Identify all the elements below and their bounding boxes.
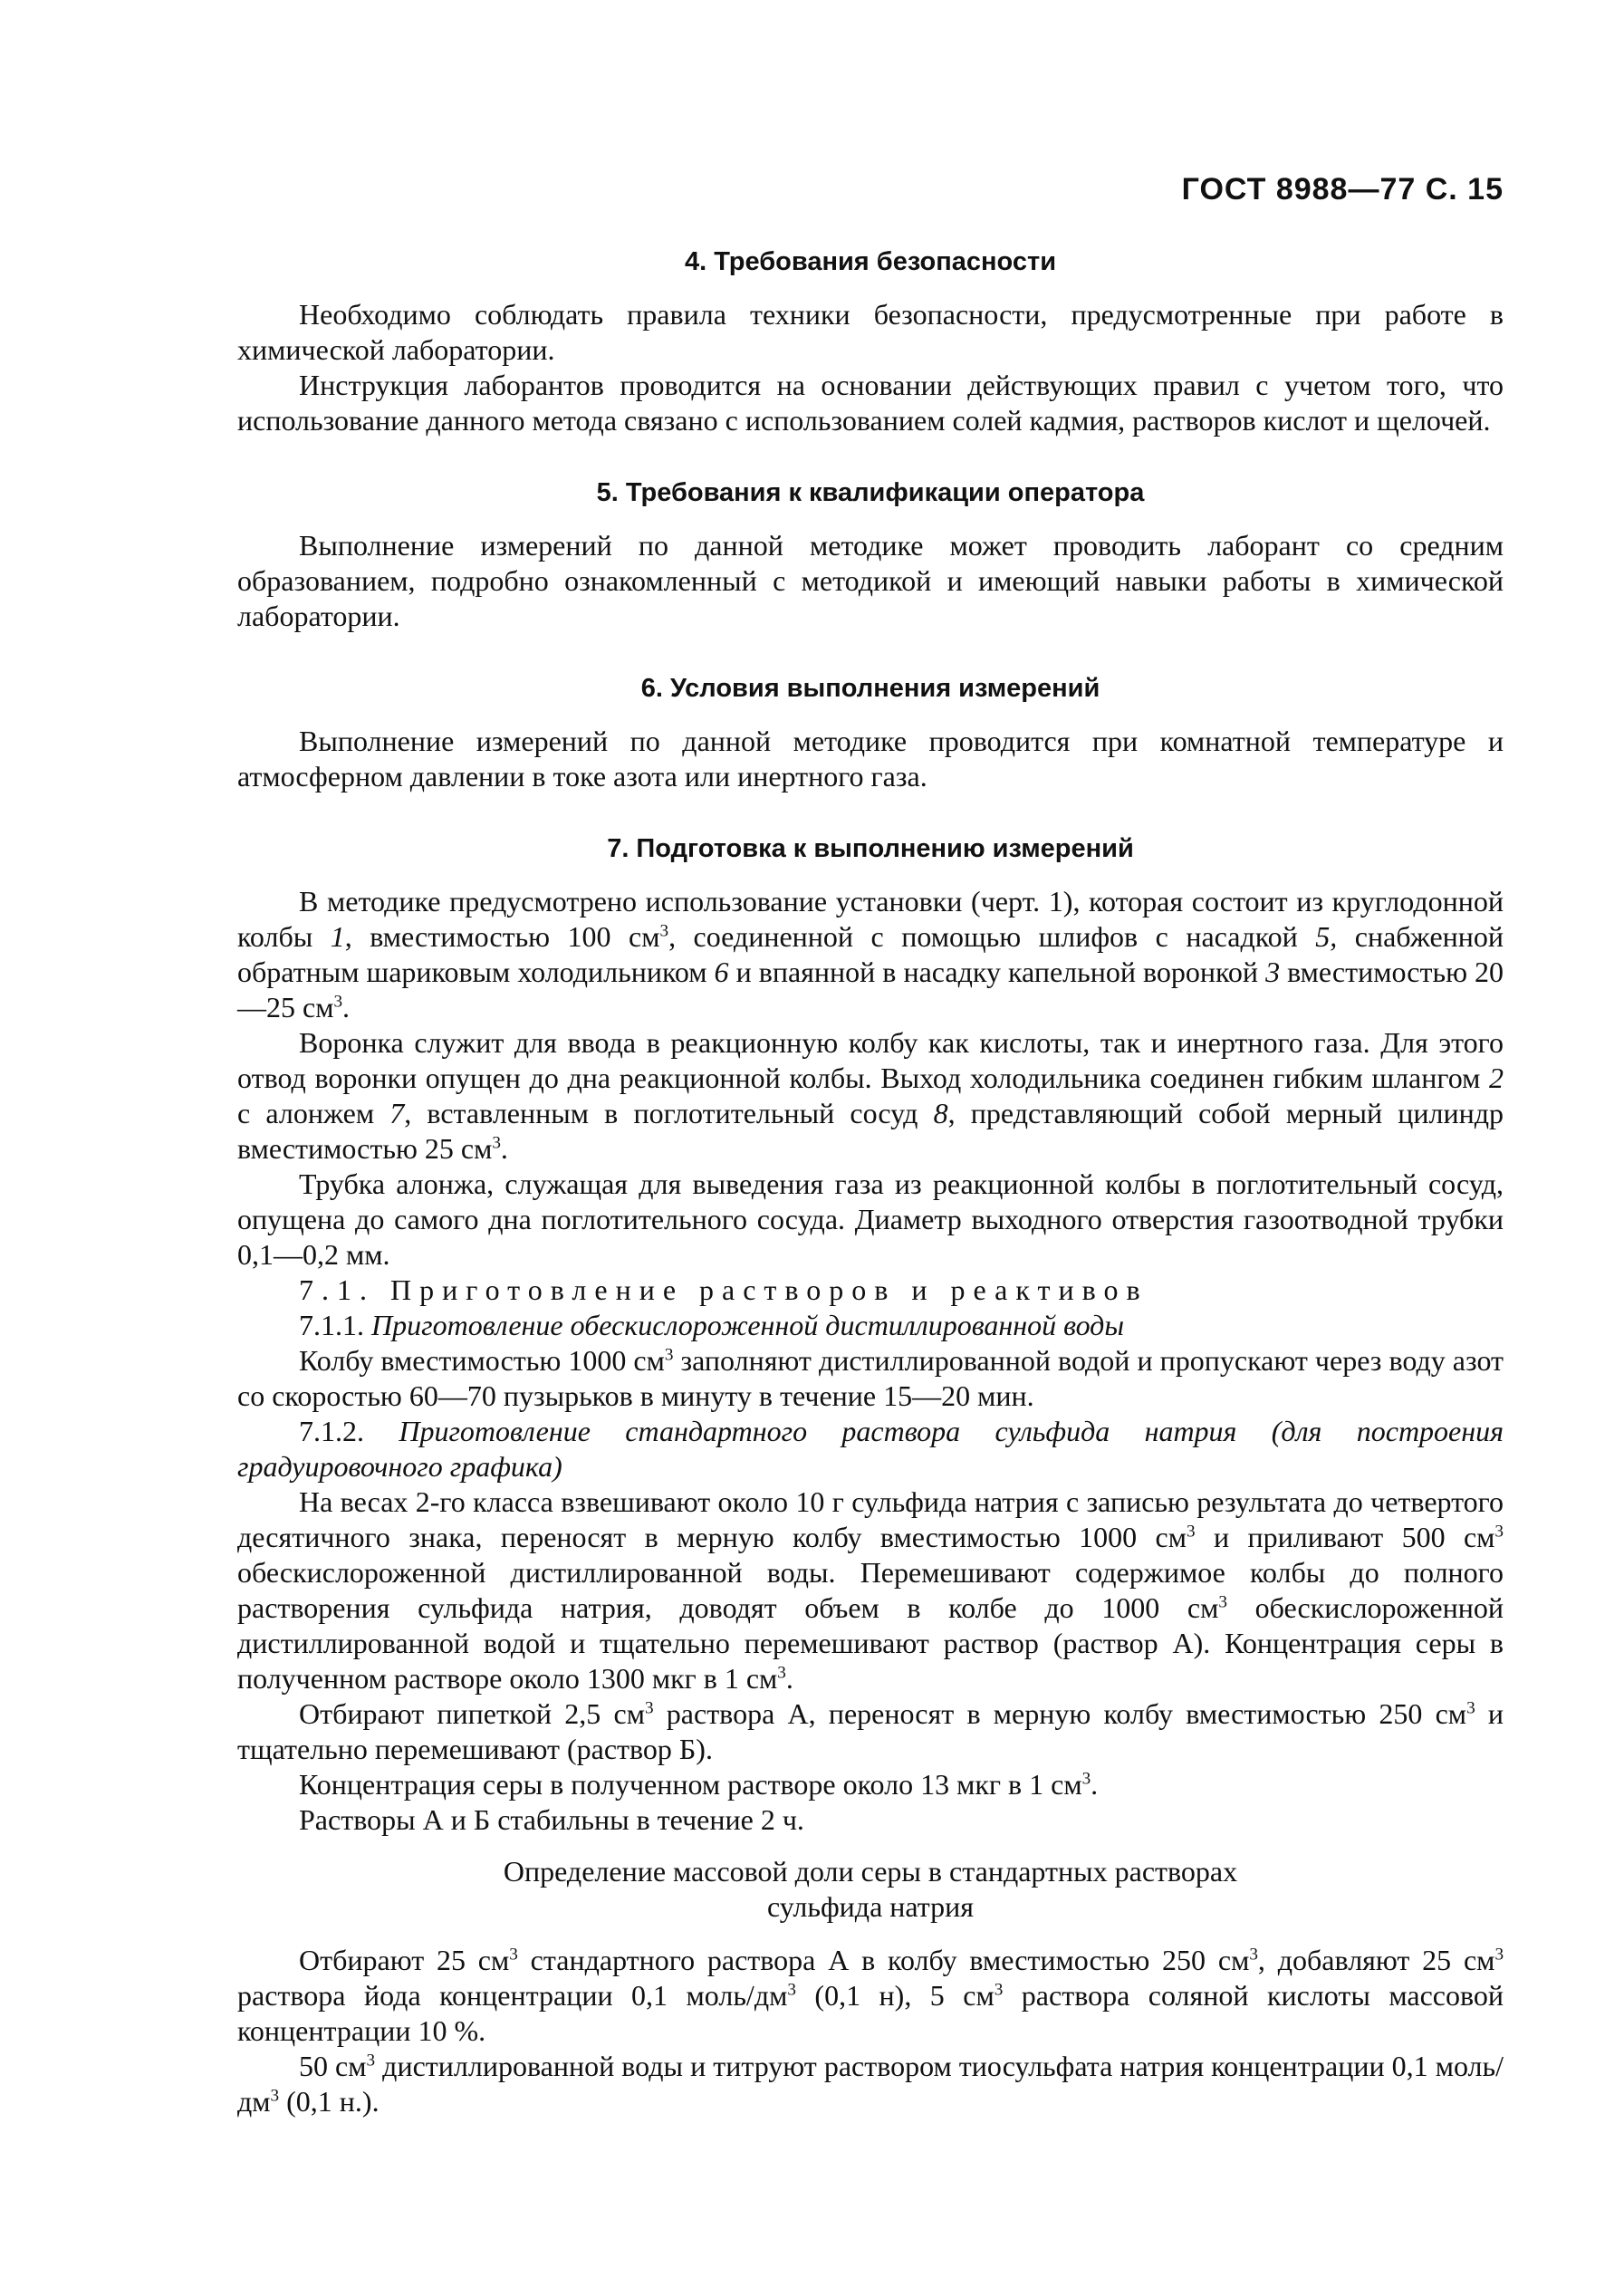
page-header: ГОСТ 8988—77 С. 15 <box>1181 172 1504 207</box>
section-7-title: 7. Подготовка к выполнению измерений <box>607 834 1134 863</box>
subsection-7-1-2-para-3: Концентрация серы в полученном растворе около 13 мкг в 1 $см^3$. <box>299 1768 1099 1801</box>
determination-para-2: 50 $см^3$ дистиллированной воды и титруют раствором тиосульфата натрия концентрации 0,1 моль/$дм^3$ (0,1 н.). <box>237 2050 1504 2118</box>
subsection-7-1-2-para-4: Растворы А и Б стабильны в течение 2 ч. <box>299 1803 804 1836</box>
section-4-para-2: Инструкция лаборантов проводится на основании действующих правил с учетом того, что использование данного метода связано с использованием солей кадмия, растворов кислот и щелочей. <box>237 369 1504 437</box>
section-6-para-1: Выполнение измерений по данной методике проводится при комнатной температуре и атмосферном давлении в токе азота или инертного газа. <box>237 725 1504 793</box>
section-4-title: 4. Требования безопасности <box>684 247 1057 276</box>
subsection-7-1-2-title: 7.1.2. Приготовление стандартного раствора сульфида натрия (для построения градуировочного графика) <box>237 1415 1504 1483</box>
section-7-para-3: Трубка алонжа, служащая для выведения газа из реакционной колбы в поглотительный сосуд, опущена до самого дна поглотительного сосуда. Диаметр выходного отверстия газоотводной трубки 0,1—0,2 мм. <box>237 1167 1504 1271</box>
subsection-7-1-title: 7.1. Приготовление растворов и реактивов <box>299 1273 1148 1306</box>
determination-subtitle: Определение массовой доли серы в стандартных растворах сульфида натрия <box>503 1855 1238 1923</box>
section-7 <box>237 834 1504 2119</box>
section-6-title: 6. Условия выполнения измерений <box>640 674 1100 703</box>
subsection-7-1-1-para: Колбу вместимостью 1000 $см^3$ заполняют дистиллированной водой и пропускают через воду азот со скоростью 60—70 пузырьков в минуту в течение 15—20 мин. <box>237 1344 1504 1412</box>
subsection-7-1-2-para-2: Отбирают пипеткой 2,5 $см^3$ раствора А, переносят в мерную колбу вместимостью 250 $см^3$ и тщательно перемешивают (раствор Б). <box>237 1697 1504 1765</box>
section-5 <box>237 478 1504 634</box>
section-7-para-2: Воронка служит для ввода в реакционную колбу как кислоты, так и инертного газа. Для этого отвод воронки опущен до дна реакционной колбы. Выход холодильника соединен гибким шлангом 2 с алонжем 7, вставленным в поглотительный сосуд 8, представляющий собой мерный цилиндр вместимостью 25 $см^3$. <box>237 1026 1504 1165</box>
section-7-para-1: В методике предусмотрено использование установки (черт. 1), которая состоит из круглодонной колбы 1, вместимостью 100 $см^3$, соединенной с помощью шлифов с насадкой 5, снабженной обратным шариковым холодильником 6 и впаянной в насадку капельной воронкой 3 вместимостью 20—25 $см^3$. <box>237 885 1504 1023</box>
section-4 <box>237 247 1504 438</box>
subsection-7-1-2-para-1: На весах 2-го класса взвешивают около 10 г сульфида натрия с записью результата до четвертого десятичного знака, переносят в мерную колбу вместимостью 1000 $см^3$ и приливают 500 $см^3$ обескислороженной дистиллированной воды. Перемешивают содержимое колбы до полного растворения сульфида натрия, доводят объем в колбе до 1000 $см^3$ обескислороженной дистиллированной водой и тщательно перемешивают раствор (раствор А). Концентрация серы в полученном растворе около 1300 мкг в 1 $см^3$. <box>237 1485 1504 1695</box>
section-6 <box>237 674 1504 794</box>
determination-para-1: Отбирают 25 $см^3$ стандартного раствора А в колбу вместимостью 250 $см^3$, добавляют 25 $см^3$ раствора йода концентрации 0,1 моль/$дм^3$ (0,1 н), 5 $см^3$ раствора соляной кислоты массовой концентрации 10 %. <box>237 1944 1504 2047</box>
section-4-para-1: Необходимо соблюдать правила техники безопасности, предусмотренные при работе в химической лаборатории. <box>237 298 1504 366</box>
document-page <box>237 172 1504 2119</box>
subsection-7-1-1-title: 7.1.1. Приготовление обескислороженной дистиллированной воды <box>299 1309 1125 1341</box>
section-5-para-1: Выполнение измерений по данной методике может проводить лаборант со средним образованием, подробно ознакомленный с методикой и имеющий навыки работы в химической лаборатории. <box>237 529 1504 632</box>
section-5-title: 5. Требования к квалификации оператора <box>596 478 1145 507</box>
